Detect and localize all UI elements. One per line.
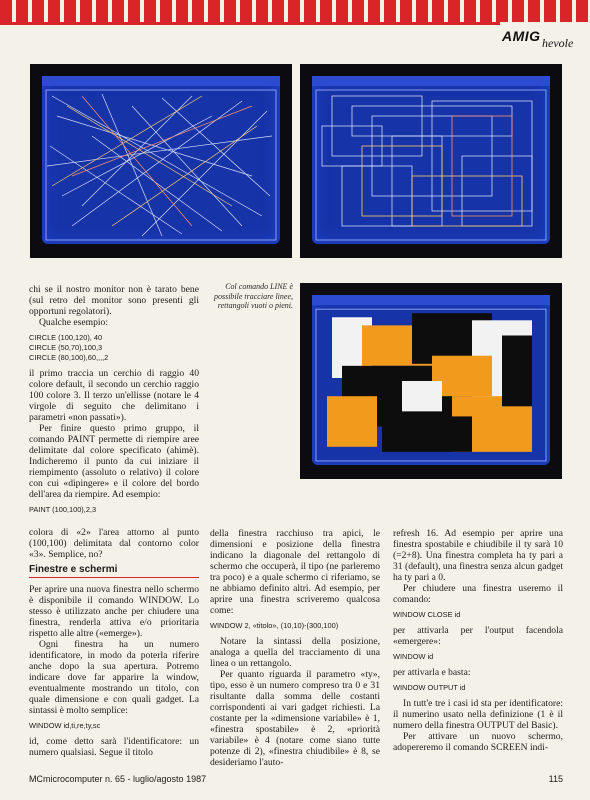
filled-rectangles-drawing — [312, 295, 550, 465]
text-column-2 — [29, 527, 199, 758]
header-stripe — [0, 0, 590, 22]
paragraph: Ogni finestra ha un numero identificatore, in modo da poterla riferire anche dopo la sua apertura. Potremo indicare dove far apparire la window, eventualmente mostrando un titolo, con quale dimensione e con quali gadget. La sintassi è molto semplice: — [29, 639, 199, 716]
paragraph: chi se il nostro monitor non è tarato bene (sul retro del monitor sono presenti gli opportuni regolatori). — [29, 284, 199, 317]
paragraph: Per attivare un nuovo schermo, adopereremo il comando SCREEN indi- — [393, 731, 563, 753]
paragraph: refresh 16. Ad esempio per aprire una finestra spostabile e chiudibile il ty sarà 10 (=2+8). Una finestra completa ha ty pari a 31 (default), una finestra senza alcun gadget ha ty pari a 0. — [393, 528, 563, 583]
photo-filled-rectangles — [300, 283, 562, 479]
paragraph: id, come detto sarà l'identificatore: un numero qualsiasi. Segue il titolo — [29, 736, 199, 758]
paragraph: Per chiudere una finestra useremo il comando: — [393, 583, 563, 605]
paragraph: per attivarla per l'output facendola «emergere»: — [393, 625, 563, 647]
code-sample: WINDOW id,ti,re,ty,sc — [29, 721, 101, 730]
amiga-screen-filled — [312, 295, 550, 465]
page-number: 115 — [548, 774, 563, 784]
code-sample: PAINT (100,100),2,3 — [29, 505, 97, 514]
paragraph: Notare la sintassi della posizione, analoga a quella del tracciamento di una linea o un rettangolo. — [210, 636, 380, 669]
photo-caption: Col comando LINE è possibile tracciare linee, rettangoli vuoti o pieni. — [213, 282, 293, 310]
window-titlebar — [42, 76, 280, 86]
paragraph: per attivarla e basta: — [393, 667, 471, 678]
code-sample: WINDOW OUTPUT id — [393, 683, 466, 692]
text-column-4 — [393, 528, 563, 753]
text-column-1 — [29, 284, 199, 520]
header-rule — [0, 22, 500, 25]
section-heading: Finestre e schermi — [29, 564, 199, 578]
code-sample: CIRCLE (100,120), 40 CIRCLE (50,70),100,3 CIRCLE (80,100),60,,,,2 — [29, 333, 109, 362]
photo-rectangles — [300, 64, 562, 258]
photo-lines — [30, 64, 292, 258]
amiga-screen-lines — [42, 76, 280, 244]
paragraph: il primo traccia un cerchio di raggio 40 colore default, il secondo un cerchio raggio 100 colore 3. Il terzo un'ellisse (notare le 4 virgole di seguito che delimitano i parametri «non passati»). — [29, 368, 199, 423]
section-logo — [502, 28, 582, 50]
paragraph: Per quanto riguarda il parametro «ty», tipo, esso è un numero compreso tra 0 e 31 risultante dalla somma delle costanti corrispondenti ai vari gadget richiesti. La costante per la «dimensione variabile» è 1, «finestra spostabile» è 2, «priorità variabile» è 4 (notare come siano tutte potenze di 2), «finestra chiudibile» è 8, se desideriamo l'auto- — [210, 669, 380, 768]
paragraph: della finestra racchiuso tra apici, le dimensioni e posizione della finestra indicano la diagonale del rettangolo di schermo che occuperà, il tipo (ne parleremo tra poco) e a quale schermo ci riferiamo, se ne abbiamo definito altri. Ad esempio, per aprire una finestra scriveremo qualcosa come: — [210, 528, 380, 616]
code-sample: WINDOW CLOSE id — [393, 610, 461, 619]
page-footer — [29, 774, 563, 788]
code-sample: WINDOW 2, «titolo», (10,10)-(300,100) — [210, 621, 339, 630]
logo-hevole: hevole — [542, 36, 574, 50]
rectangles-drawing — [312, 76, 550, 244]
paragraph: Per aprire una nuova finestra nello schermo è disponibile il comando WINDOW. Lo stesso è utilizzato anche per chiudere una finestra, renderla attiva e/o prioritaria rispetto alle altre («emerge»). — [29, 584, 199, 639]
paragraph: In tutt'e tre i casi id sta per identificatore: il numerino usato nella definizione (1 è il numero della finestra OUTPUT del Basic). — [393, 698, 563, 731]
magazine-issue: MCmicrocomputer n. 65 - luglio/agosto 1987 — [29, 774, 207, 784]
amiga-screen-rectangles — [312, 76, 550, 244]
text-column-3 — [210, 528, 380, 768]
paragraph: colora di «2» l'area attorno al punto (100,100) delimitata dal contorno color «3». Semplice, no? — [29, 527, 199, 560]
logo-amig: AMIG — [502, 28, 541, 44]
lines-drawing — [42, 76, 280, 244]
paragraph: Per finire questo primo gruppo, il comando PAINT permette di riempire aree delimitate dal colore specificato (ahimè). Indicheremo il punto da cui iniziare il riempimento (assoluto o relativo) il colore con cui «dipingere» e il colore del bordo dell'area da riempire. Ad esempio: — [29, 423, 199, 500]
paragraph: Qualche esempio: — [39, 317, 108, 328]
code-sample: WINDOW id — [393, 652, 434, 661]
